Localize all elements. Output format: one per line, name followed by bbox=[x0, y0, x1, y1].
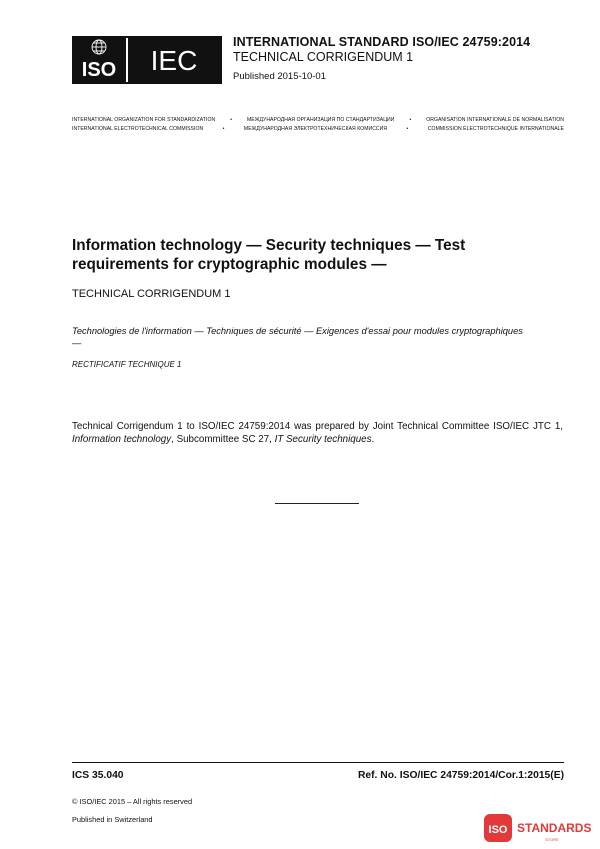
ics-code: ICS 35.040 bbox=[72, 770, 124, 781]
org-name: COMMISSION ÉLECTROTECHNIQUE INTERNATIONALE bbox=[427, 126, 564, 132]
org-name: ORGANISATION INTERNATIONALE DE NORMALISATION bbox=[426, 117, 564, 123]
separator: • bbox=[230, 117, 233, 123]
section-divider bbox=[275, 503, 359, 504]
standard-subtitle: TECHNICAL CORRIGENDUM 1 bbox=[233, 50, 414, 64]
organizations-row-2 bbox=[72, 126, 564, 132]
published-date: Published 2015-10-01 bbox=[233, 71, 326, 82]
org-name: INTERNATIONAL ORGANIZATION FOR STANDARDIZATION bbox=[72, 117, 216, 123]
iso-iec-logo bbox=[72, 36, 222, 84]
french-title: Technologies de l'information — Techniques de sécurité — Exigences d'essai pour modules cryptographiques — bbox=[72, 326, 523, 348]
published-location: Published in Switzerland bbox=[72, 815, 153, 824]
paragraph-text: Technical Corrigendum 1 to ISO/IEC 24759:2014 was prepared by Joint Technical Committee ISO/IEC JTC 1, bbox=[72, 421, 563, 432]
reference-number: Ref. No. ISO/IEC 24759:2014/Cor.1:2015(E) bbox=[357, 770, 564, 781]
iso-standards-store-badge[interactable] bbox=[484, 812, 594, 846]
paragraph-text: . bbox=[371, 434, 375, 445]
store-badge-label: STANDARDS bbox=[517, 821, 592, 835]
copyright-notice: © ISO/IEC 2015 – All rights reserved bbox=[72, 797, 193, 806]
standard-title: INTERNATIONAL STANDARD ISO/IEC 24759:2014 bbox=[233, 35, 531, 49]
iso-logo-text: ISO bbox=[81, 59, 117, 81]
footer-rule bbox=[72, 762, 564, 763]
separator: • bbox=[222, 126, 225, 132]
org-name: МЕЖДУНАРОДНАЯ ОРГАНИЗАЦИЯ ПО СТАНДАРТИЗАЦИИ bbox=[246, 117, 395, 123]
store-badge-iso-text: ISO bbox=[488, 824, 508, 836]
org-name: МЕЖДУНАРОДНАЯ ЭЛЕКТРОТЕХНИЧЕСКАЯ КОМИССИЯ bbox=[243, 126, 388, 132]
corrigendum-label: TECHNICAL CORRIGENDUM 1 bbox=[72, 288, 231, 300]
store-badge-sub: STORE bbox=[545, 837, 559, 842]
paragraph-italic-text: IT Security techniques bbox=[274, 434, 372, 445]
document-title: Information technology — Security techniques — Test requirements for cryptographic modules — bbox=[72, 237, 466, 273]
separator: • bbox=[406, 126, 409, 132]
org-name: INTERNATIONAL ELECTROTECHNICAL COMMISSION bbox=[72, 126, 204, 132]
iec-logo-text: IEC bbox=[150, 45, 198, 76]
separator: • bbox=[409, 117, 412, 123]
paragraph-italic-text: Information technology bbox=[72, 434, 172, 445]
body-paragraph bbox=[72, 420, 563, 446]
french-corrigendum-label: RECTIFICATIF TECHNIQUE 1 bbox=[72, 360, 182, 369]
organizations-row-1 bbox=[72, 117, 564, 123]
paragraph-text: , Subcommittee SC 27, bbox=[171, 434, 275, 445]
